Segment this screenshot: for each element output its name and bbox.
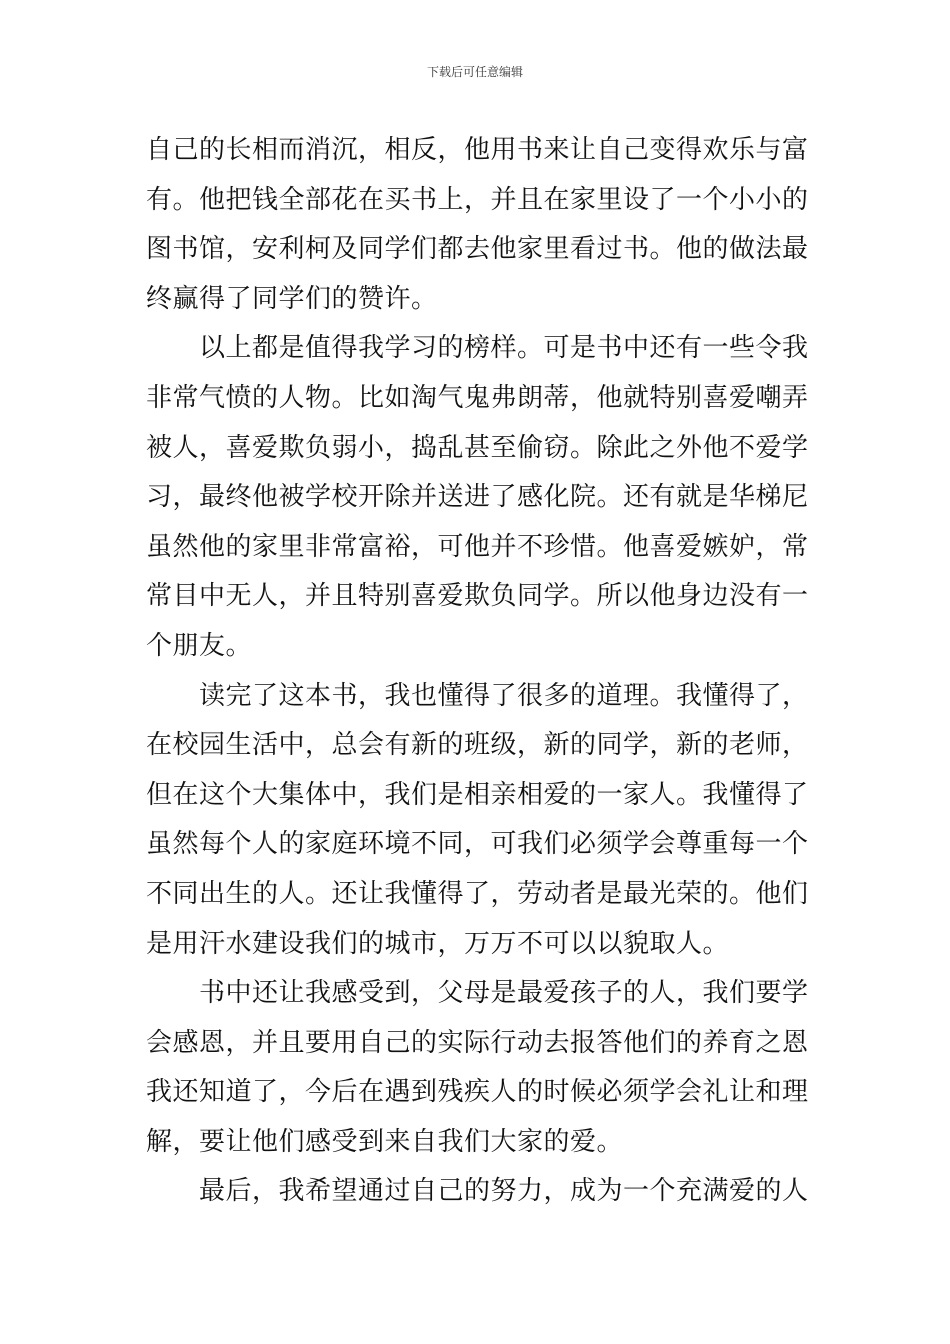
text-line: 非常气愤的人物。比如淘气鬼弗朗蒂，他就特别喜爱嘲弄 — [146, 382, 809, 413]
text-line: 终赢得了同学们的赞许。 — [146, 283, 438, 314]
text-line: 虽然每个人的家庭环境不同，可我们必须学会尊重每一个 — [146, 829, 809, 860]
text-line: 有。他把钱全部花在买书上，并且在家里设了一个小小的 — [146, 184, 809, 215]
text-line: 虽然他的家里非常富裕，可他并不珍惜。他喜爱嫉妒，常 — [146, 531, 809, 562]
text-line: 在校园生活中，总会有新的班级，新的同学，新的老师， — [146, 730, 809, 761]
text-line: 被人，喜爱欺负弱小，捣乱甚至偷窃。除此之外他不爱学 — [146, 432, 809, 463]
text-line: 个朋友。 — [146, 630, 253, 661]
text-line: 解，要让他们感受到来自我们大家的爱。 — [146, 1126, 624, 1157]
paragraph-first-line: 以上都是值得我学习的榜样。可是书中还有一些令我 — [199, 333, 809, 364]
paragraph-first-line: 最后，我希望通过自己的努力，成为一个充满爱的人 — [199, 1176, 809, 1207]
text-line: 习，最终他被学校开除并送进了感化院。还有就是华梯尼 — [146, 482, 809, 513]
page-header: 下载后可任意编辑 — [426, 65, 523, 79]
text-line: 图书馆，安利柯及同学们都去他家里看过书。他的做法最 — [146, 234, 809, 265]
text-line: 是用汗水建设我们的城市，万万不可以以貌取人。 — [146, 928, 730, 959]
text-line: 常目中无人，并且特别喜爱欺负同学。所以他身边没有一 — [146, 581, 809, 612]
text-line: 自己的长相而消沉，相反，他用书来让自己变得欢乐与富 — [146, 135, 809, 165]
text-line: 但在这个大集体中，我们是相亲相爱的一家人。我懂得了 — [146, 779, 809, 810]
text-line: 会感恩，并且要用自己的实际行动去报答他们的养育之恩 — [146, 1027, 809, 1058]
paragraph-first-line: 书中还让我感受到，父母是最爱孩子的人，我们要学 — [199, 978, 809, 1009]
document-body — [146, 126, 810, 1217]
text-line: 我还知道了，今后在遇到残疾人的时候必须学会礼让和理 — [146, 1077, 809, 1108]
text-line: 不同出生的人。还让我懂得了，劳动者是最光荣的。他们 — [146, 878, 809, 909]
paragraph-first-line: 读完了这本书，我也懂得了很多的道理。我懂得了， — [199, 680, 809, 711]
